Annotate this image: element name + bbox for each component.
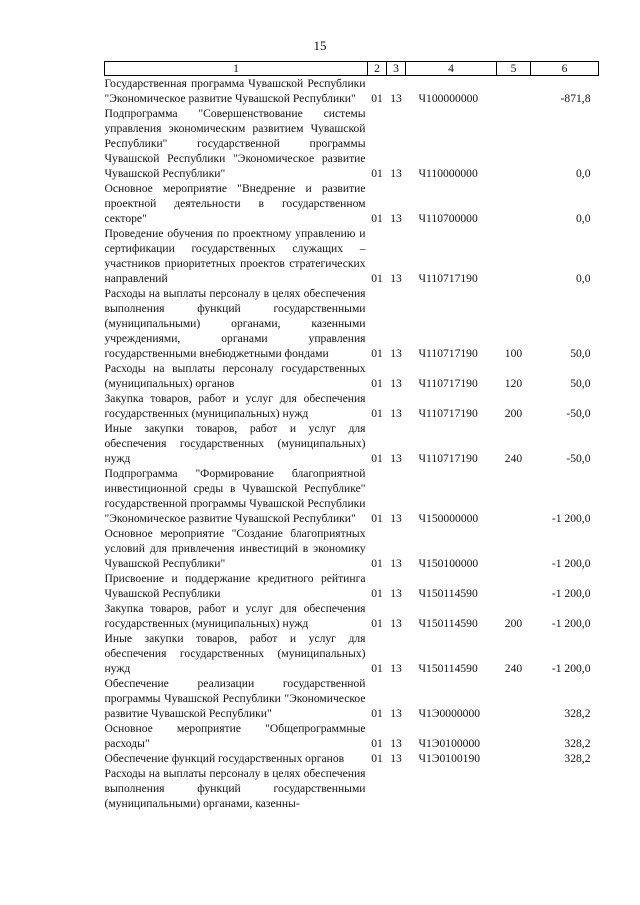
- row-section-code: 01: [371, 452, 383, 465]
- table-row: [105, 181, 599, 226]
- row-subsection-code: 13: [390, 512, 402, 525]
- row-expense-type: 240: [504, 452, 523, 465]
- row-expense-type: 100: [504, 347, 523, 360]
- row-section-code: 01: [371, 617, 383, 630]
- row-target-article: Ч1Э0000000: [418, 707, 481, 720]
- row-amount: 50,0: [570, 377, 591, 390]
- row-name: Присвоение и поддержание кредитного рейтинга Чувашской Республики: [104, 572, 366, 600]
- table-row: [105, 106, 599, 181]
- row-expense-type: [497, 106, 531, 181]
- row-expense-type: 200: [504, 617, 523, 630]
- row-amount: 0,0: [576, 167, 591, 180]
- row-amount: 0,0: [576, 272, 591, 285]
- row-name: Закупка товаров, работ и услуг для обеспечения государственных (муниципальных) нужд: [104, 392, 366, 420]
- row-name: Расходы на выплаты персоналу государственных (муниципальных) органов: [104, 362, 366, 390]
- header-col-6: 6: [531, 62, 599, 76]
- table-row: [105, 391, 599, 421]
- header-col-1: 1: [105, 62, 368, 76]
- row-subsection-code: 13: [390, 752, 402, 765]
- row-expense-type: [497, 766, 531, 811]
- table-row: [105, 286, 599, 361]
- row-section-code: 01: [371, 407, 383, 420]
- row-subsection-code: 13: [390, 707, 402, 720]
- row-target-article: Ч150114590: [418, 662, 478, 675]
- row-section-code: 01: [371, 212, 383, 225]
- header-col-4: 4: [406, 62, 497, 76]
- row-expense-type: [497, 76, 531, 107]
- row-section-code: 01: [371, 377, 383, 390]
- row-amount: -1 200,0: [551, 587, 591, 600]
- row-amount: -1 200,0: [551, 662, 591, 675]
- table-row: [105, 226, 599, 286]
- page-number: 15: [313, 38, 327, 53]
- table-header: [105, 62, 599, 76]
- row-amount: -1 200,0: [551, 617, 591, 630]
- row-name: Основное мероприятие "Внедрение и развитие проектной деятельности в государственном секторе": [104, 182, 366, 225]
- row-section-code: [368, 766, 387, 811]
- row-name: Иные закупки товаров, работ и услуг для обеспечения государственных (муниципальных) нужд: [104, 632, 366, 675]
- row-section-code: 01: [371, 167, 383, 180]
- row-target-article: Ч150100000: [418, 557, 479, 570]
- row-subsection-code: 13: [390, 407, 402, 420]
- row-amount: -50,0: [566, 407, 591, 420]
- row-target-article: [406, 766, 497, 811]
- row-name: Обеспечение реализации государственной программы Чувашской Республики "Экономическое развитие Чувашской Республики": [104, 677, 366, 720]
- row-section-code: 01: [371, 707, 383, 720]
- row-subsection-code: 13: [390, 557, 402, 570]
- row-subsection-code: 13: [390, 347, 402, 360]
- budget-table: [104, 61, 599, 811]
- row-subsection-code: 13: [390, 167, 402, 180]
- row-target-article: Ч1Э0100190: [418, 752, 481, 765]
- row-expense-type: [497, 676, 531, 721]
- row-amount: 328,2: [564, 737, 591, 750]
- row-section-code: 01: [371, 512, 383, 525]
- row-target-article: Ч110717190: [418, 377, 478, 390]
- row-target-article: Ч110717190: [418, 407, 478, 420]
- row-subsection-code: [387, 766, 406, 811]
- table-row: [105, 601, 599, 631]
- row-amount: 328,2: [564, 707, 591, 720]
- row-section-code: 01: [371, 587, 383, 600]
- row-name: Закупка товаров, работ и услуг для обеспечения государственных (муниципальных) нужд: [104, 602, 366, 630]
- row-expense-type: 240: [504, 662, 523, 675]
- table-row: [105, 721, 599, 751]
- table-body: [105, 76, 599, 812]
- row-target-article: Ч1Э0100000: [418, 737, 481, 750]
- row-amount: 50,0: [570, 347, 591, 360]
- row-amount: -1 200,0: [551, 512, 591, 525]
- row-subsection-code: 13: [390, 617, 402, 630]
- row-subsection-code: 13: [390, 662, 402, 675]
- row-expense-type: [497, 181, 531, 226]
- row-name: Основное мероприятие "Общепрограммные расходы": [104, 722, 366, 750]
- row-amount: 0,0: [576, 212, 591, 225]
- row-section-code: 01: [371, 92, 383, 105]
- row-name: Подпрограмма "Совершенствование системы управления экономическим развитием Чувашской Республики" государственной программы Чувашской Республики "Экономическое развитие Чувашской Республики": [104, 107, 366, 180]
- row-expense-type: [497, 526, 531, 571]
- header-col-2: 2: [368, 62, 387, 76]
- row-subsection-code: 13: [390, 377, 402, 390]
- header-col-3: 3: [387, 62, 406, 76]
- row-expense-type: 200: [504, 407, 523, 420]
- row-name: Расходы на выплаты персоналу в целях обеспечения выполнения функций государственными (муниципальными) органами, казенными учреждениями, органами управления государственными внебюджетными фондами: [104, 287, 366, 360]
- row-section-code: 01: [371, 557, 383, 570]
- row-amount: -871,8: [560, 92, 591, 105]
- row-expense-type: [497, 466, 531, 526]
- row-target-article: Ч110717190: [418, 347, 478, 360]
- row-target-article: Ч110717190: [418, 272, 478, 285]
- row-name: Государственная программа Чувашской Республики "Экономическое развитие Чувашской Республики": [104, 77, 366, 105]
- row-subsection-code: 13: [390, 587, 402, 600]
- header-col-5: 5: [497, 62, 531, 76]
- row-target-article: Ч150000000: [418, 512, 479, 525]
- row-target-article: Ч110717190: [418, 452, 478, 465]
- table-row: [105, 421, 599, 466]
- table-row: [105, 676, 599, 721]
- row-target-article: Ч150114590: [418, 587, 478, 600]
- row-name: Проведение обучения по проектному управлению и сертификации государственных служащих – участников приоритетных проектов стратегических направлений: [104, 227, 366, 285]
- row-subsection-code: 13: [390, 452, 402, 465]
- row-target-article: Ч100000000: [418, 92, 479, 105]
- table-row: [105, 766, 599, 811]
- row-name: Обеспечение функций государственных органов: [104, 752, 345, 765]
- row-section-code: 01: [371, 272, 383, 285]
- row-subsection-code: 13: [390, 737, 402, 750]
- row-expense-type: 120: [504, 377, 523, 390]
- row-section-code: 01: [371, 737, 383, 750]
- row-expense-type: [497, 571, 531, 601]
- row-subsection-code: 13: [390, 92, 402, 105]
- row-amount: 328,2: [564, 752, 591, 765]
- row-section-code: 01: [371, 347, 383, 360]
- table-row: [105, 571, 599, 601]
- row-expense-type: [497, 751, 531, 766]
- table-row: [105, 76, 599, 107]
- row-name: Расходы на выплаты персоналу в целях обеспечения выполнения функций государственными (муниципальными) органами, казенны-: [104, 767, 366, 810]
- row-amount: -50,0: [566, 452, 591, 465]
- table-row: [105, 526, 599, 571]
- table-row: [105, 751, 599, 766]
- row-section-code: 01: [371, 662, 383, 675]
- row-name: Иные закупки товаров, работ и услуг для обеспечения государственных (муниципальных) нужд: [104, 422, 366, 465]
- row-expense-type: [497, 721, 531, 751]
- row-target-article: Ч110700000: [418, 212, 478, 225]
- row-subsection-code: 13: [390, 272, 402, 285]
- table-row: [105, 466, 599, 526]
- row-section-code: 01: [371, 752, 383, 765]
- row-amount: [531, 766, 599, 811]
- row-amount: -1 200,0: [551, 557, 591, 570]
- row-name: Основное мероприятие "Создание благоприятных условий для привлечения инвестиций в экономику Чувашской Республики": [104, 527, 366, 570]
- row-target-article: Ч110000000: [418, 167, 478, 180]
- table-row: [105, 361, 599, 391]
- row-subsection-code: 13: [390, 212, 402, 225]
- table-row: [105, 631, 599, 676]
- row-target-article: Ч150114590: [418, 617, 478, 630]
- row-expense-type: [497, 226, 531, 286]
- row-name: Подпрограмма "Формирование благоприятной инвестиционной среды в Чувашской Республике" государственной программы Чувашской Республики "Экономическое развитие Чувашской Республики": [104, 467, 366, 525]
